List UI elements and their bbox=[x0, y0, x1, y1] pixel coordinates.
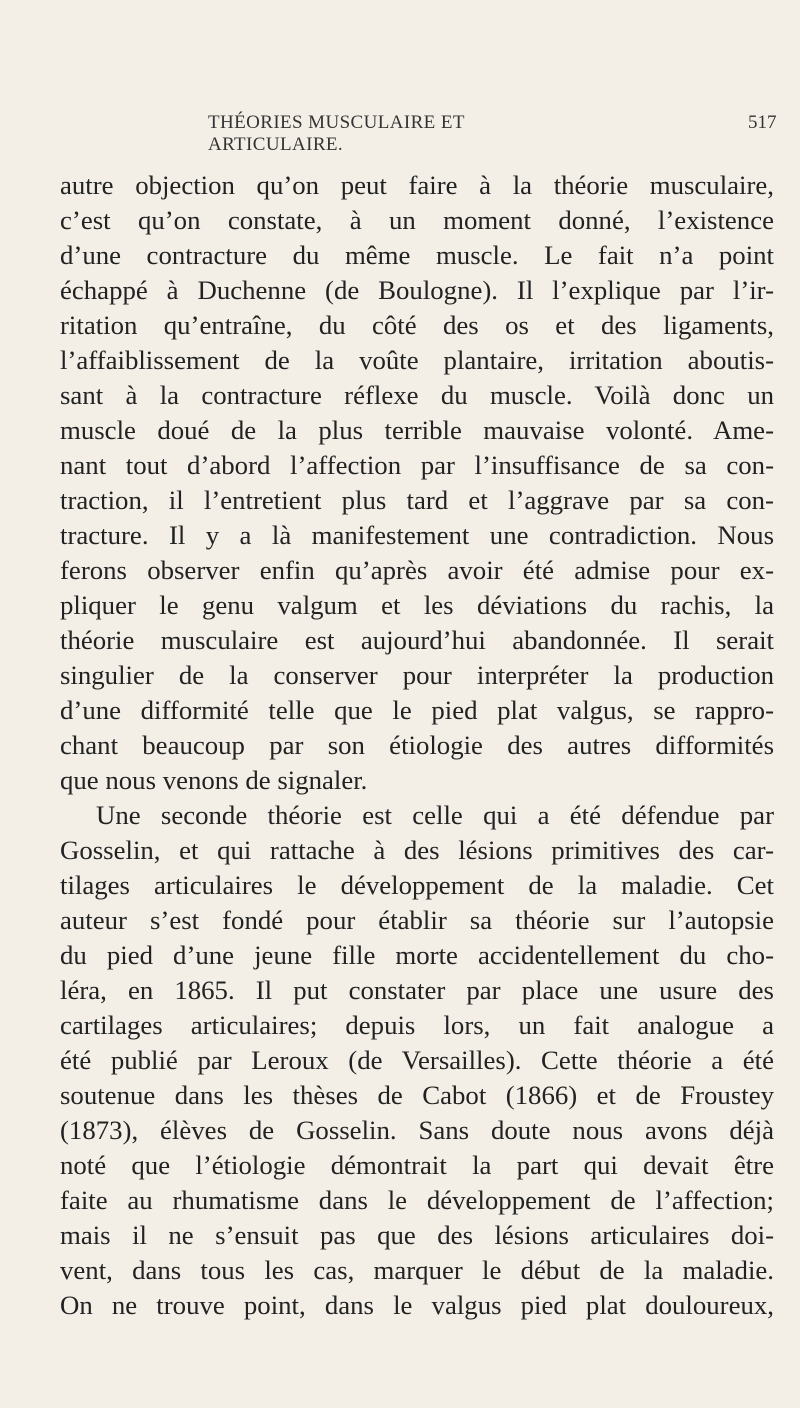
text-line: autre objection qu’on peut faire à la théorie musculaire, bbox=[60, 170, 774, 200]
text-line: auteur s’est fondé pour établir sa théorie sur l’autopsie bbox=[60, 905, 774, 935]
text-line: du pied d’une jeune fille morte accidentellement du cho- bbox=[60, 940, 774, 970]
text-line: nant tout d’abord l’affection par l’insuffisance de sa con- bbox=[60, 450, 774, 480]
text-line: l’affaiblissement de la voûte plantaire, irritation aboutis- bbox=[60, 345, 774, 375]
text-line: théorie musculaire est aujourd’hui abandonnée. Il serait bbox=[60, 625, 774, 655]
page-number: 517 bbox=[748, 112, 777, 133]
text-line: (1873), élèves de Gosselin. Sans doute nous avons déjà bbox=[60, 1115, 774, 1145]
text-line: Une seconde théorie est celle qui a été défendue par bbox=[96, 800, 774, 830]
text-line: pliquer le genu valgum et les déviations du rachis, la bbox=[60, 590, 774, 620]
text-line: ritation qu’entraîne, du côté des os et des ligaments, bbox=[60, 310, 774, 340]
text-line: faite au rhumatisme dans le développement de l’affection; bbox=[60, 1185, 774, 1215]
text-line: cartilages articulaires; depuis lors, un fait analogue a bbox=[60, 1010, 774, 1040]
text-line: chant beaucoup par son étiologie des autres difformités bbox=[60, 730, 774, 760]
text-line: soutenue dans les thèses de Cabot (1866) et de Froustey bbox=[60, 1080, 774, 1110]
text-line: mais il ne s’ensuit pas que des lésions articulaires doi- bbox=[60, 1220, 774, 1250]
text-line: tracture. Il y a là manifestement une contradiction. Nous bbox=[60, 520, 774, 550]
text-line: que nous venons de signaler. bbox=[60, 765, 368, 795]
text-line: Gosselin, et qui rattache à des lésions primitives des car- bbox=[60, 835, 774, 865]
text-line: singulier de la conserver pour interpréter la production bbox=[60, 660, 774, 690]
text-line: On ne trouve point, dans le valgus pied plat douloureux, bbox=[60, 1290, 774, 1320]
text-line: traction, il l’entretient plus tard et l’aggrave par sa con- bbox=[60, 485, 774, 515]
text-line: vent, dans tous les cas, marquer le début de la maladie. bbox=[60, 1255, 774, 1285]
text-line: noté que l’étiologie démontrait la part qui devait être bbox=[60, 1150, 774, 1180]
text-line: d’une difformité telle que le pied plat valgus, se rappro- bbox=[60, 695, 774, 725]
text-line: sant à la contracture réflexe du muscle. Voilà donc un bbox=[60, 380, 774, 410]
text-line: échappé à Duchenne (de Boulogne). Il l’explique par l’ir- bbox=[60, 275, 774, 305]
text-line: léra, en 1865. Il put constater par place une usure des bbox=[60, 975, 774, 1005]
text-line: c’est qu’on constate, à un moment donné, l’existence bbox=[60, 205, 774, 235]
text-line: muscle doué de la plus terrible mauvaise volonté. Ame- bbox=[60, 415, 774, 445]
text-line: ferons observer enfin qu’après avoir été admise pour ex- bbox=[60, 555, 774, 585]
text-line: tilages articulaires le développement de la maladie. Cet bbox=[60, 870, 774, 900]
running-head: THÉORIES MUSCULAIRE ET ARTICULAIRE. bbox=[208, 112, 465, 155]
text-line: d’une contracture du même muscle. Le fait n’a point bbox=[60, 240, 774, 270]
text-line: été publié par Leroux (de Versailles). Cette théorie a été bbox=[60, 1045, 774, 1075]
